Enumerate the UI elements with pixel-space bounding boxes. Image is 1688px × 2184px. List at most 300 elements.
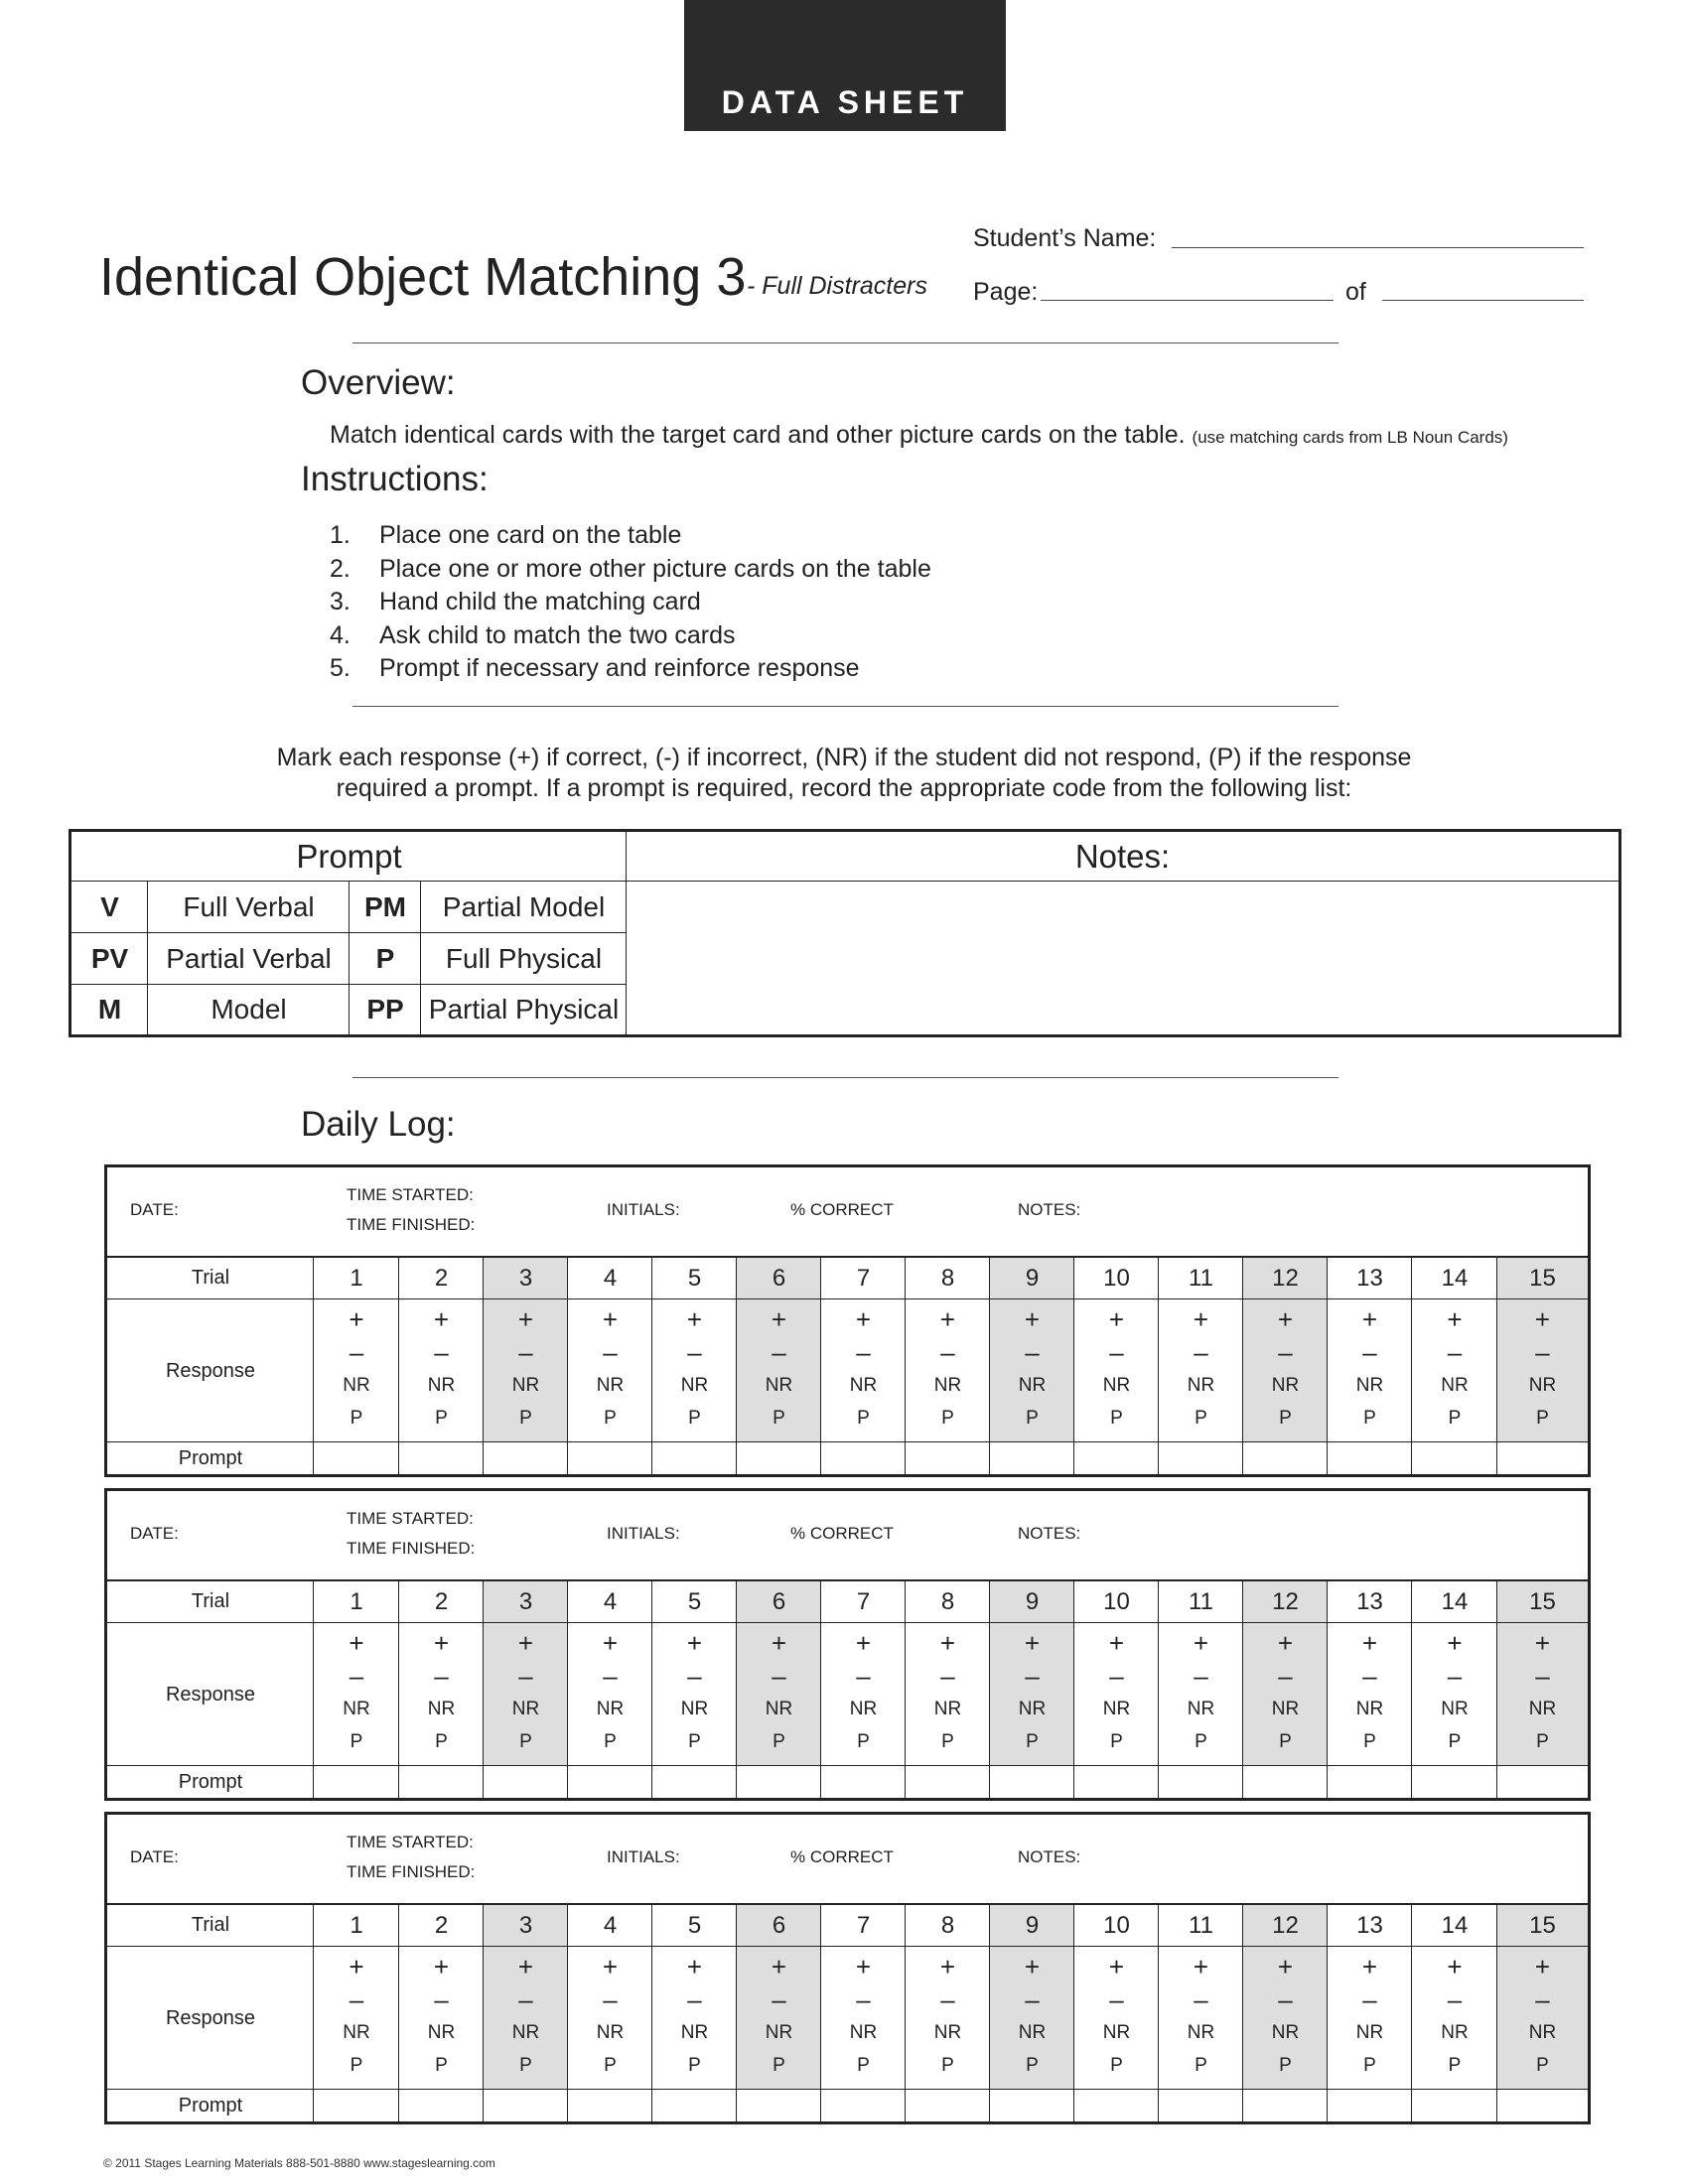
prompt-entry-cell[interactable] <box>1074 1766 1159 1798</box>
prompt-code: V <box>100 891 119 922</box>
response-option[interactable]: NR <box>1528 1699 1557 1719</box>
response-option[interactable]: P <box>604 1408 617 1429</box>
response-option[interactable]: + <box>771 1304 787 1334</box>
response-option[interactable]: – <box>1362 1661 1377 1691</box>
response-options[interactable] <box>990 1951 1074 2088</box>
response-option[interactable]: NR <box>1018 1699 1047 1719</box>
response-option[interactable]: P <box>519 1731 532 1752</box>
response-option[interactable]: + <box>771 1952 787 1981</box>
response-options[interactable] <box>652 1627 737 1764</box>
response-option[interactable]: NR <box>765 2022 793 2043</box>
prompt-entry-cell[interactable] <box>399 1766 484 1798</box>
response-option[interactable]: NR <box>1528 1375 1557 1396</box>
response-option[interactable]: P <box>773 2055 785 2076</box>
response-option[interactable]: NR <box>1018 1375 1047 1396</box>
response-option[interactable]: – <box>1025 1661 1040 1691</box>
response-option[interactable]: – <box>856 1984 871 2014</box>
response-option[interactable]: + <box>939 1952 956 1981</box>
trial-row-label: Trial <box>191 1914 230 1936</box>
response-option[interactable]: + <box>517 1628 534 1658</box>
response-options[interactable] <box>1328 1303 1412 1440</box>
response-option[interactable]: + <box>1193 1952 1209 1981</box>
response-option[interactable]: + <box>349 1628 364 1658</box>
prompt-entry-cell[interactable] <box>1328 1442 1412 1474</box>
response-option[interactable]: P <box>1536 2055 1549 2076</box>
response-option[interactable]: + <box>855 1628 872 1658</box>
response-option[interactable]: NR <box>1355 1375 1384 1396</box>
response-options[interactable] <box>737 1951 821 2088</box>
response-option[interactable]: + <box>1534 1952 1551 1981</box>
response-options[interactable] <box>1159 1951 1243 2088</box>
response-option[interactable]: P <box>688 1731 701 1752</box>
prompt-entry-cell[interactable] <box>1159 1442 1243 1474</box>
prompt-entry-cell[interactable] <box>484 1442 568 1474</box>
response-option[interactable]: – <box>518 1661 533 1691</box>
response-option[interactable]: – <box>518 1337 533 1367</box>
instruction-number: 2. <box>330 554 351 583</box>
response-option[interactable]: NR <box>596 2022 625 2043</box>
instruction-item <box>330 619 931 653</box>
response-option[interactable]: NR <box>1102 1699 1131 1719</box>
response-options[interactable] <box>568 1627 652 1764</box>
response-option[interactable]: P <box>941 2055 954 2076</box>
response-option[interactable]: P <box>688 1408 701 1429</box>
response-option[interactable]: P <box>1279 2055 1292 2076</box>
response-option[interactable]: P <box>604 2055 617 2076</box>
response-option[interactable]: P <box>1195 1408 1207 1429</box>
response-options[interactable] <box>652 1951 737 2088</box>
response-options[interactable] <box>1328 1627 1412 1764</box>
response-option[interactable]: – <box>434 1984 449 2014</box>
response-option[interactable]: – <box>1278 1984 1293 2014</box>
response-option[interactable]: NR <box>1441 1699 1469 1719</box>
response-options[interactable] <box>314 1951 399 2088</box>
response-option[interactable]: + <box>433 1952 450 1981</box>
response-option[interactable]: P <box>1363 1408 1376 1429</box>
response-option[interactable]: + <box>1534 1628 1551 1658</box>
response-option[interactable]: NR <box>1271 2022 1300 2043</box>
response-option[interactable]: + <box>1361 1952 1378 1981</box>
response-option[interactable]: P <box>1026 1408 1039 1429</box>
time-started-label: TIME STARTED: <box>347 1185 474 1204</box>
response-option[interactable]: NR <box>849 2022 878 2043</box>
response-option[interactable]: + <box>686 1952 703 1981</box>
response-option[interactable]: + <box>686 1304 703 1334</box>
response-option[interactable]: P <box>519 1408 532 1429</box>
response-options[interactable] <box>1243 1627 1328 1764</box>
response-option[interactable]: P <box>1363 2055 1376 2076</box>
response-option[interactable]: – <box>1362 1337 1377 1367</box>
student-name-field[interactable] <box>1172 247 1584 248</box>
prompt-entry-cell[interactable] <box>568 2090 652 2121</box>
prompt-entry-cell[interactable] <box>990 1442 1074 1474</box>
response-option[interactable]: – <box>1535 1661 1550 1691</box>
response-option[interactable]: NR <box>1187 1375 1215 1396</box>
response-option[interactable]: – <box>772 1661 786 1691</box>
prompt-entry-cell[interactable] <box>314 1442 399 1474</box>
response-option[interactable]: NR <box>1187 1699 1215 1719</box>
response-option[interactable]: P <box>350 2055 363 2076</box>
response-option[interactable]: P <box>1448 2055 1462 2076</box>
response-option[interactable]: NR <box>427 2022 456 2043</box>
response-option[interactable]: – <box>687 1337 702 1367</box>
response-option[interactable]: NR <box>511 1375 540 1396</box>
response-option[interactable]: + <box>1193 1304 1209 1334</box>
date-label: DATE: <box>130 1847 179 1866</box>
page-number-field[interactable] <box>1041 300 1334 301</box>
overview-note: (use matching cards from LB Noun Cards) <box>1192 428 1508 447</box>
response-option[interactable]: P <box>1448 1408 1462 1429</box>
response-option[interactable]: – <box>856 1661 871 1691</box>
prompt-entry-cell[interactable] <box>821 2090 906 2121</box>
prompt-entry-cell[interactable] <box>314 2090 399 2121</box>
response-options[interactable] <box>484 1627 568 1764</box>
instructions-heading: Instructions: <box>301 460 489 498</box>
response-option[interactable]: – <box>434 1661 449 1691</box>
response-option[interactable]: NR <box>933 2022 962 2043</box>
response-option[interactable]: + <box>349 1304 364 1334</box>
response-option[interactable]: P <box>1363 1731 1376 1752</box>
response-option[interactable]: – <box>603 1984 618 2014</box>
response-option[interactable]: – <box>940 1337 955 1367</box>
response-option[interactable]: + <box>1277 1304 1294 1334</box>
prompt-entry-cell[interactable] <box>821 1442 906 1474</box>
prompt-entry-cell[interactable] <box>737 1442 821 1474</box>
response-options[interactable] <box>1412 1951 1497 2088</box>
response-options[interactable] <box>1412 1303 1497 1440</box>
response-option[interactable]: + <box>1277 1952 1294 1981</box>
log-header-fields[interactable] <box>107 1815 1588 1904</box>
response-option[interactable]: P <box>604 1731 617 1752</box>
response-options[interactable] <box>737 1303 821 1440</box>
trial-number: 15 <box>1529 1911 1556 1939</box>
prompt-entry-cell[interactable] <box>1412 1766 1497 1798</box>
prompt-entry-cell[interactable] <box>1074 2090 1159 2121</box>
response-option[interactable]: P <box>941 1408 954 1429</box>
trial-number: 1 <box>350 1587 363 1615</box>
response-option[interactable]: + <box>1534 1304 1551 1334</box>
notes-label: NOTES: <box>1018 1847 1081 1866</box>
response-options[interactable] <box>314 1627 399 1764</box>
response-option[interactable]: – <box>1535 1984 1550 2014</box>
response-option[interactable]: P <box>1279 1731 1292 1752</box>
prompt-entry-cell[interactable] <box>1497 2090 1588 2121</box>
response-option[interactable]: + <box>349 1952 364 1981</box>
response-options[interactable] <box>990 1303 1074 1440</box>
response-options[interactable] <box>399 1951 484 2088</box>
response-options[interactable] <box>1159 1303 1243 1440</box>
response-option[interactable]: + <box>433 1628 450 1658</box>
response-option[interactable]: P <box>435 2055 448 2076</box>
trial-number: 12 <box>1272 1264 1299 1292</box>
response-options[interactable] <box>1243 1303 1328 1440</box>
prompt-entry-cell[interactable] <box>1497 1766 1588 1798</box>
response-option[interactable]: – <box>518 1984 533 2014</box>
response-options[interactable] <box>1243 1951 1328 2088</box>
prompt-entry-cell[interactable] <box>652 1766 737 1798</box>
prompt-entry-cell[interactable] <box>990 2090 1074 2121</box>
response-option[interactable]: NR <box>680 2022 709 2043</box>
response-option[interactable]: NR <box>1018 2022 1047 2043</box>
response-options[interactable] <box>484 1303 568 1440</box>
trial-number: 1 <box>350 1911 363 1939</box>
response-option[interactable]: + <box>517 1952 534 1981</box>
instruction-number: 1. <box>330 521 351 549</box>
response-option[interactable]: – <box>1194 1984 1208 2014</box>
response-options[interactable] <box>1074 1951 1159 2088</box>
prompt-entry-cell[interactable] <box>1412 1442 1497 1474</box>
response-option[interactable]: – <box>1278 1337 1293 1367</box>
log-header-fields[interactable] <box>107 1491 1588 1580</box>
notes-area[interactable] <box>628 883 1617 1032</box>
response-option[interactable]: NR <box>933 1375 962 1396</box>
response-option[interactable]: + <box>1024 1952 1041 1981</box>
prompt-entry-cell[interactable] <box>906 1766 990 1798</box>
response-option[interactable]: + <box>939 1628 956 1658</box>
prompt-entry-cell[interactable] <box>652 2090 737 2121</box>
response-options[interactable] <box>399 1303 484 1440</box>
response-option[interactable]: – <box>603 1661 618 1691</box>
response-options[interactable] <box>399 1627 484 1764</box>
response-option[interactable]: NR <box>680 1699 709 1719</box>
instruction-number: 4. <box>330 620 351 649</box>
response-option[interactable]: NR <box>596 1375 625 1396</box>
response-option[interactable]: NR <box>427 1699 456 1719</box>
response-option[interactable]: NR <box>849 1699 878 1719</box>
response-options[interactable] <box>484 1951 568 2088</box>
response-option[interactable]: + <box>771 1628 787 1658</box>
instructions-list <box>330 519 931 686</box>
response-option[interactable]: P <box>688 2055 701 2076</box>
response-option[interactable]: NR <box>765 1375 793 1396</box>
response-option[interactable]: NR <box>1187 2022 1215 2043</box>
prompt-entry-cell[interactable] <box>737 2090 821 2121</box>
time-finished-label: TIME FINISHED: <box>347 1862 476 1881</box>
response-option[interactable]: NR <box>1271 1375 1300 1396</box>
response-option[interactable]: – <box>1535 1337 1550 1367</box>
response-option[interactable]: – <box>603 1337 618 1367</box>
response-option[interactable]: + <box>1108 1952 1125 1981</box>
response-options[interactable] <box>906 1951 990 2088</box>
response-option[interactable]: NR <box>1102 2022 1131 2043</box>
response-option[interactable]: NR <box>765 1699 793 1719</box>
response-options[interactable] <box>1159 1627 1243 1764</box>
response-option[interactable]: – <box>1447 1337 1463 1367</box>
response-option[interactable]: P <box>1110 2055 1123 2076</box>
response-option[interactable]: P <box>1536 1731 1549 1752</box>
response-option[interactable]: – <box>1109 1661 1124 1691</box>
page-total-field[interactable] <box>1382 300 1584 301</box>
response-option[interactable]: P <box>773 1731 785 1752</box>
response-options[interactable] <box>1074 1303 1159 1440</box>
prompt-entry-cell[interactable] <box>484 1766 568 1798</box>
response-option[interactable]: P <box>773 1408 785 1429</box>
prompt-entry-cell[interactable] <box>1328 2090 1412 2121</box>
response-option[interactable]: NR <box>1355 2022 1384 2043</box>
response-option[interactable]: – <box>1109 1984 1124 2014</box>
response-option[interactable]: + <box>939 1304 956 1334</box>
response-option[interactable]: + <box>602 1304 619 1334</box>
response-option[interactable]: – <box>1109 1337 1124 1367</box>
response-option[interactable]: NR <box>1355 1699 1384 1719</box>
prompt-entry-cell[interactable] <box>1159 1766 1243 1798</box>
response-option[interactable]: – <box>687 1984 702 2014</box>
response-option[interactable]: – <box>1447 1984 1463 2014</box>
prompt-description: Full Verbal <box>183 891 315 922</box>
prompt-entry-cell[interactable] <box>906 2090 990 2121</box>
response-option[interactable]: – <box>1194 1661 1208 1691</box>
response-option[interactable]: + <box>1447 1628 1463 1658</box>
response-option[interactable]: – <box>940 1661 955 1691</box>
response-option[interactable]: + <box>1024 1628 1041 1658</box>
response-option[interactable]: + <box>686 1628 703 1658</box>
response-option[interactable]: NR <box>343 2022 370 2043</box>
response-option[interactable]: – <box>687 1661 702 1691</box>
response-options[interactable] <box>1497 1627 1588 1764</box>
response-option[interactable]: – <box>940 1984 955 2014</box>
prompt-entry-cell[interactable] <box>990 1766 1074 1798</box>
response-option[interactable]: P <box>1536 1408 1549 1429</box>
response-option[interactable]: + <box>1193 1628 1209 1658</box>
response-option[interactable]: + <box>855 1952 872 1981</box>
response-options[interactable] <box>906 1303 990 1440</box>
response-option[interactable]: + <box>1447 1304 1463 1334</box>
response-options[interactable] <box>1328 1951 1412 2088</box>
prompt-entry-cell[interactable] <box>399 2090 484 2121</box>
prompt-entry-cell[interactable] <box>314 1766 399 1798</box>
response-option[interactable]: NR <box>596 1699 625 1719</box>
response-option[interactable]: – <box>349 1984 364 2014</box>
response-option[interactable]: NR <box>680 1375 709 1396</box>
response-option[interactable]: – <box>1194 1337 1208 1367</box>
response-option[interactable]: P <box>519 2055 532 2076</box>
response-option[interactable]: + <box>1108 1628 1125 1658</box>
prompt-entry-cell[interactable] <box>1159 2090 1243 2121</box>
response-option[interactable]: + <box>1361 1304 1378 1334</box>
response-options[interactable] <box>1412 1627 1497 1764</box>
response-option[interactable]: P <box>1026 1731 1039 1752</box>
response-options[interactable] <box>821 1627 906 1764</box>
prompt-entry-cell[interactable] <box>1412 2090 1497 2121</box>
response-options[interactable] <box>1074 1627 1159 1764</box>
prompt-entry-cell[interactable] <box>399 1442 484 1474</box>
response-options[interactable] <box>652 1303 737 1440</box>
trial-number: 7 <box>856 1911 871 1939</box>
notes-label: NOTES: <box>1018 1200 1081 1219</box>
response-option[interactable]: P <box>857 1408 870 1429</box>
prompt-entry-cell[interactable] <box>484 2090 568 2121</box>
response-option[interactable]: P <box>350 1408 363 1429</box>
response-option[interactable]: P <box>1448 1731 1462 1752</box>
prompt-entry-cell[interactable] <box>1243 1766 1328 1798</box>
response-option[interactable]: – <box>856 1337 871 1367</box>
response-options[interactable] <box>906 1627 990 1764</box>
response-option[interactable]: + <box>1447 1952 1463 1981</box>
prompt-entry-cell[interactable] <box>1497 1442 1588 1474</box>
prompt-entry-cell[interactable] <box>568 1442 652 1474</box>
response-option[interactable]: P <box>857 2055 870 2076</box>
response-options[interactable] <box>568 1951 652 2088</box>
response-option[interactable]: NR <box>1441 1375 1469 1396</box>
prompt-entry-cell[interactable] <box>1243 2090 1328 2121</box>
response-option[interactable]: NR <box>511 2022 540 2043</box>
response-option[interactable]: + <box>1277 1628 1294 1658</box>
student-name-label: Student’s Name: <box>973 224 1157 252</box>
response-option[interactable]: – <box>1025 1337 1040 1367</box>
response-option[interactable]: + <box>1361 1628 1378 1658</box>
prompt-entry-cell[interactable] <box>906 1442 990 1474</box>
response-option[interactable]: P <box>1110 1408 1123 1429</box>
trial-number: 12 <box>1272 1587 1299 1615</box>
response-options[interactable] <box>1497 1303 1588 1440</box>
response-option[interactable]: – <box>349 1337 364 1367</box>
prompt-entry-cell[interactable] <box>1243 1442 1328 1474</box>
response-option[interactable]: – <box>1447 1661 1463 1691</box>
response-option[interactable]: NR <box>933 1699 962 1719</box>
response-option[interactable]: P <box>1110 1731 1123 1752</box>
response-options[interactable] <box>737 1627 821 1764</box>
response-option[interactable]: NR <box>511 1699 540 1719</box>
response-option[interactable]: NR <box>343 1375 370 1396</box>
response-option[interactable]: NR <box>1528 2022 1557 2043</box>
response-option[interactable]: P <box>1195 1731 1207 1752</box>
response-option[interactable]: P <box>435 1731 448 1752</box>
response-option[interactable]: NR <box>343 1699 370 1719</box>
response-option[interactable]: NR <box>1102 1375 1131 1396</box>
response-option[interactable]: NR <box>1271 1699 1300 1719</box>
response-option[interactable]: – <box>772 1337 786 1367</box>
response-options[interactable] <box>821 1303 906 1440</box>
response-option[interactable]: P <box>1279 1408 1292 1429</box>
response-option[interactable]: + <box>1108 1304 1125 1334</box>
response-option[interactable]: + <box>602 1628 619 1658</box>
response-options[interactable] <box>990 1627 1074 1764</box>
prompt-entry-cell[interactable] <box>568 1766 652 1798</box>
response-option[interactable]: P <box>350 1731 363 1752</box>
response-option[interactable]: – <box>1362 1984 1377 2014</box>
response-option[interactable]: NR <box>849 1375 878 1396</box>
response-option[interactable]: – <box>349 1661 364 1691</box>
response-option[interactable]: NR <box>1441 2022 1469 2043</box>
prompt-entry-cell[interactable] <box>652 1442 737 1474</box>
log-header-fields[interactable] <box>107 1167 1588 1257</box>
response-option[interactable]: NR <box>427 1375 456 1396</box>
response-option[interactable]: + <box>517 1304 534 1334</box>
prompt-entry-cell[interactable] <box>1074 1442 1159 1474</box>
response-options[interactable] <box>568 1303 652 1440</box>
response-options[interactable] <box>1497 1951 1588 2088</box>
prompt-description: Partial Model <box>442 891 606 922</box>
response-option[interactable]: + <box>602 1952 619 1981</box>
response-option[interactable]: P <box>1195 2055 1207 2076</box>
response-option[interactable]: + <box>855 1304 872 1334</box>
response-option[interactable]: P <box>435 1408 448 1429</box>
response-option[interactable]: – <box>772 1984 786 2014</box>
response-option[interactable]: P <box>1026 2055 1039 2076</box>
response-option[interactable]: – <box>1025 1984 1040 2014</box>
response-option[interactable]: P <box>857 1731 870 1752</box>
response-option[interactable]: P <box>941 1731 954 1752</box>
prompt-entry-cell[interactable] <box>737 1766 821 1798</box>
response-option[interactable]: – <box>1278 1661 1293 1691</box>
response-options[interactable] <box>821 1951 906 2088</box>
prompt-entry-cell[interactable] <box>1328 1766 1412 1798</box>
response-option[interactable]: + <box>1024 1304 1041 1334</box>
prompt-entry-cell[interactable] <box>821 1766 906 1798</box>
response-option[interactable]: + <box>433 1304 450 1334</box>
response-option[interactable]: – <box>434 1337 449 1367</box>
response-options[interactable] <box>314 1303 399 1440</box>
